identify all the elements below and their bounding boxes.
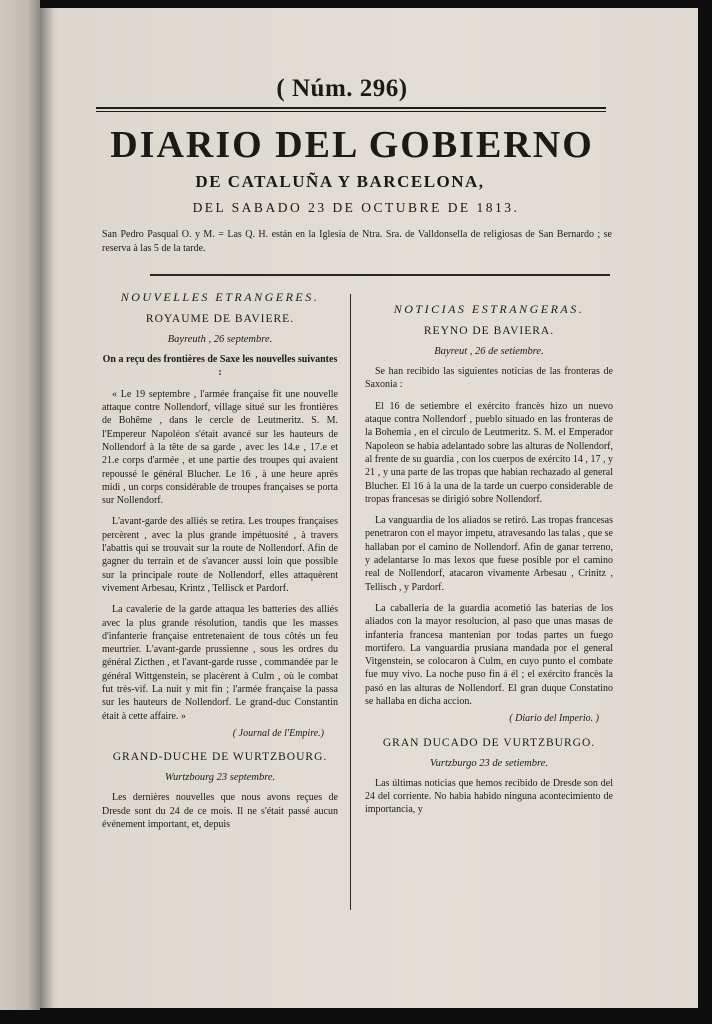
issue-number: ( Núm. 296) (276, 75, 408, 102)
duchy-heading-es: GRAN DUCADO DE VURTZBURGO. (382, 736, 596, 749)
section-rule (150, 274, 610, 276)
section-title-es: NOTICIAS ESTRANGERAS. (393, 302, 585, 316)
article-paragraph-fr-4: Les dernières nouvelles que nous avons reçues de Dresde sont du 24 de ce mois. Il ne s'était passé aucun événement important, et, depuis (102, 792, 338, 831)
article-paragraph-fr-3: La cavalerie de la garde attaqua les batteries des alliés avec la plus grande résolution, tandis que les masses d'infanterie française entretenaient de tous côtés un feu meurtrier. L'avant-garde prussienne , sous les ordres du général Zicthen , et l'avant-garde russe , commandée par le général Wittgenstein, se placèrent à Culm , où le combat fut très-vif. La nuit y mit fin ; l'armée française la passa sur les hauteurs de Nollendorf. Le grand-duc Constantin était à cette affaire. » (102, 604, 338, 722)
source-citation-fr: ( Journal de l'Empire.) (232, 727, 324, 739)
dateline-fr: Bayreuth , 26 septembre. (167, 334, 273, 346)
french-column (102, 290, 338, 839)
saints-notice: San Pedro Pasqual O. y M. = Las Q. H. están en la Iglesia de Ntra. Sra. de Valldonsella de religiosas de San Bernardo ; se reserva à las 5 de la tarde. (102, 229, 612, 254)
spanish-column (365, 302, 613, 825)
lead-paragraph-es: Se han recibido las siguientes noticias de las fronteras de Saxonia : (365, 366, 613, 391)
article-paragraph-es-4: Las últimas noticias que hemos recibido de Dresde son del 24 del corriente. No habia habido ninguna acontecimiento de importancia, y (365, 777, 613, 816)
newspaper-title: DIARIO DEL GOBIERNO (110, 124, 594, 166)
kingdom-heading-fr: ROYAUME DE BAVIERE. (145, 312, 295, 325)
lead-paragraph-fr: On a reçu des frontières de Saxe les nouvelles suivantes : (102, 354, 338, 379)
duchy-heading-fr: GRAND-DUCHE DE WURTZBOURG. (112, 751, 328, 764)
issue-date: DEL SABADO 23 DE OCTUBRE DE 1813. (192, 200, 520, 215)
masthead-rule (96, 107, 606, 112)
article-paragraph-es-2: La vanguardia de los aliados se retiró. Las tropas francesas penetraron con el mayor impetu, atravesando las talas , que se hallaban por el camino de Nollendorf. Afin de ganar terreno, y adelantarse lo mas lexos que fuese posible por el camino real de Nollendorf, atacaron vivamente Arbesau , Crinitz , Tellisch , y Pardorf. (365, 515, 613, 593)
column-divider (350, 294, 351, 910)
article-paragraph-fr-2: L'avant-garde des alliés se retira. Les troupes françaises percèrent , avec la plus grande impétuosité , à travers l'abattis qui se trouvait sur la route de Nollendorf. Afin de gagner du terrain et de s'avancer aussi loin que possible sur la principale route de Nollendorf, elles attaquèrent vivement Arbesau, Krintz , Tellisck et Pardorf. (102, 516, 338, 594)
source-citation-es: ( Diario del Imperio. ) (509, 713, 599, 725)
kingdom-heading-es: REYNO DE BAVIERA. (423, 324, 555, 337)
article-paragraph-es-3: La caballeria de la guardia acometió las baterias de los aliados con la mayor resolucion, al paso que unas masas de infanteria francesa mantenian por todas partes un fuego mortifero. La vanguardia prusiana mandada por el general Vitgenstein, se colocaron à Culm, en cuyo punto el combate fue muy vivo. La noche puso fin á él ; el exército francès la pasó en las alturas de Nollendorf. El gran duque Constatino se hallaba en dicha accion. (365, 602, 613, 708)
newspaper-subtitle: DE CATALUÑA Y BARCELONA, (195, 172, 485, 191)
section-title-fr: NOUVELLES ETRANGERES. (120, 290, 320, 304)
dateline-es: Bayreut , 26 de setiembre. (434, 346, 544, 358)
article-paragraph-fr-1: « Le 19 septembre , l'armée française fit une nouvelle attaque contre Nollendorf, village situé sur les frontières de Bohême , dans le cercle de Leutmeritz. S. M. l'Empereur Napoléon s'était avancé sur les hauteurs de Nollendorf à la tête de sa garde , avec les 14.e , 17.e et 21.e corps d'armée , et une partie des troupes qui avaient repoussé le général Blucher. Le 16 , à une heure après midi , un corps considérable de troupes françaises se porta sur Nollendorf. (102, 388, 338, 507)
article-paragraph-es-1: El 16 de setiembre el exército francès hizo un nuevo ataque contra Nollendorf , pueblo situado en las fronteras de la Bohemia , en el circulo de Leutmeritz. S. M. el Emperador Napoleon se habia adelantado sobre las alturas de Nollendorf, al frente de su guardia , con los cuerpos de exército 14 , 17 , y 21 , y una parte de las tropas que habian rechazado al general Blucher. El 16 à la una de la tarde un cuerpo considerable de tropas francesas se dirigió sobre Nollendorf. (365, 400, 613, 505)
dateline-fr-2: Wurtzbourg 23 septembre. (164, 772, 276, 784)
dateline-es-2: Vurtzburgo 23 de setiembre. (429, 757, 548, 769)
